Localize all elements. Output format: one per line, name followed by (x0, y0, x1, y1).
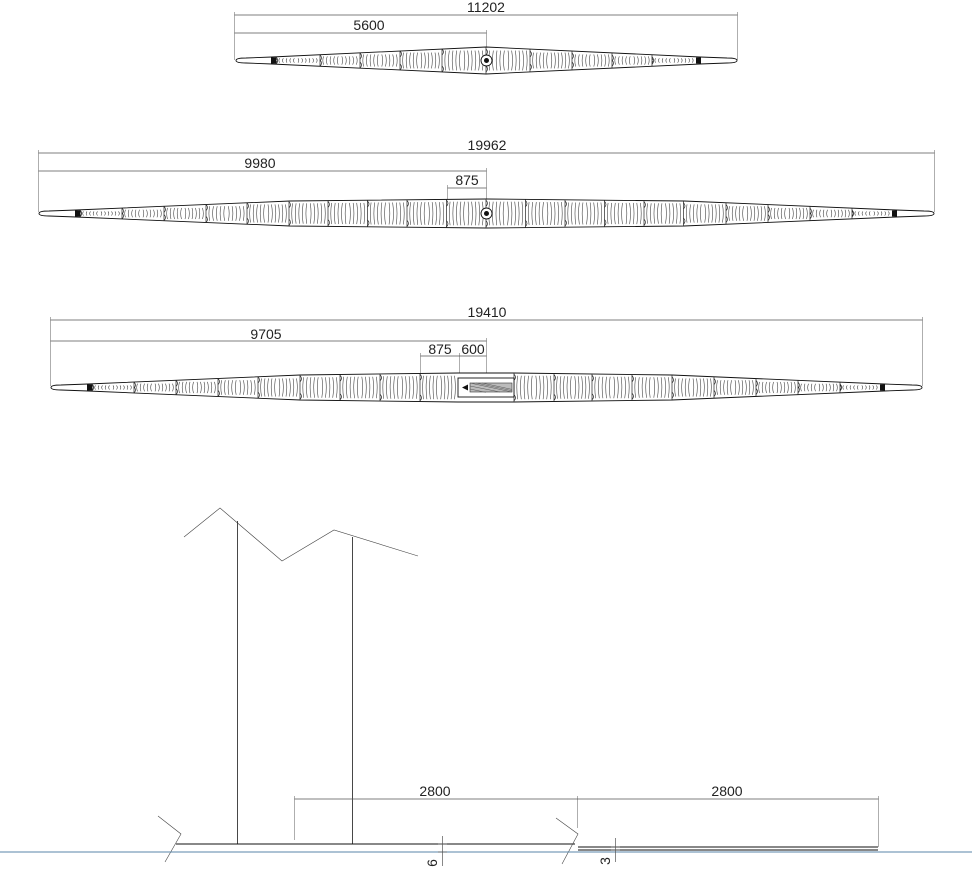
break-line-top (184, 508, 418, 561)
dimension-segment: 875 (455, 172, 479, 188)
dimension-span-right: 2800 (711, 783, 743, 799)
dimension-height-left: 6 (424, 859, 440, 867)
plan-view-long (51, 304, 923, 402)
plan-view-medium (39, 137, 935, 228)
dimension-height-right: 3 (597, 857, 613, 865)
break-line-mid (556, 818, 578, 864)
end-cap-right (696, 58, 701, 64)
dimension-half: 9980 (244, 155, 276, 171)
dimension-half: 5600 (353, 17, 385, 33)
end-cap-left (271, 58, 276, 64)
dimension-overall: 11202 (467, 0, 505, 15)
end-cap-left (75, 211, 80, 217)
break-line-left (158, 816, 181, 862)
center-pivot-dot (484, 211, 489, 216)
dimension-overall: 19962 (467, 137, 507, 153)
dimension-overall: 19410 (467, 304, 507, 320)
center-pivot-dot (484, 58, 489, 63)
end-cap-left (87, 385, 92, 391)
dimension-half: 9705 (250, 326, 282, 342)
dimension-segment: 875 (428, 341, 452, 357)
end-cap-right (892, 211, 897, 217)
elevation-view (0, 508, 972, 867)
end-cap-right (880, 385, 885, 391)
plan-view-short (235, 0, 738, 74)
dimension-insert: 600 (461, 341, 485, 357)
dimension-span-left: 2800 (419, 783, 451, 799)
